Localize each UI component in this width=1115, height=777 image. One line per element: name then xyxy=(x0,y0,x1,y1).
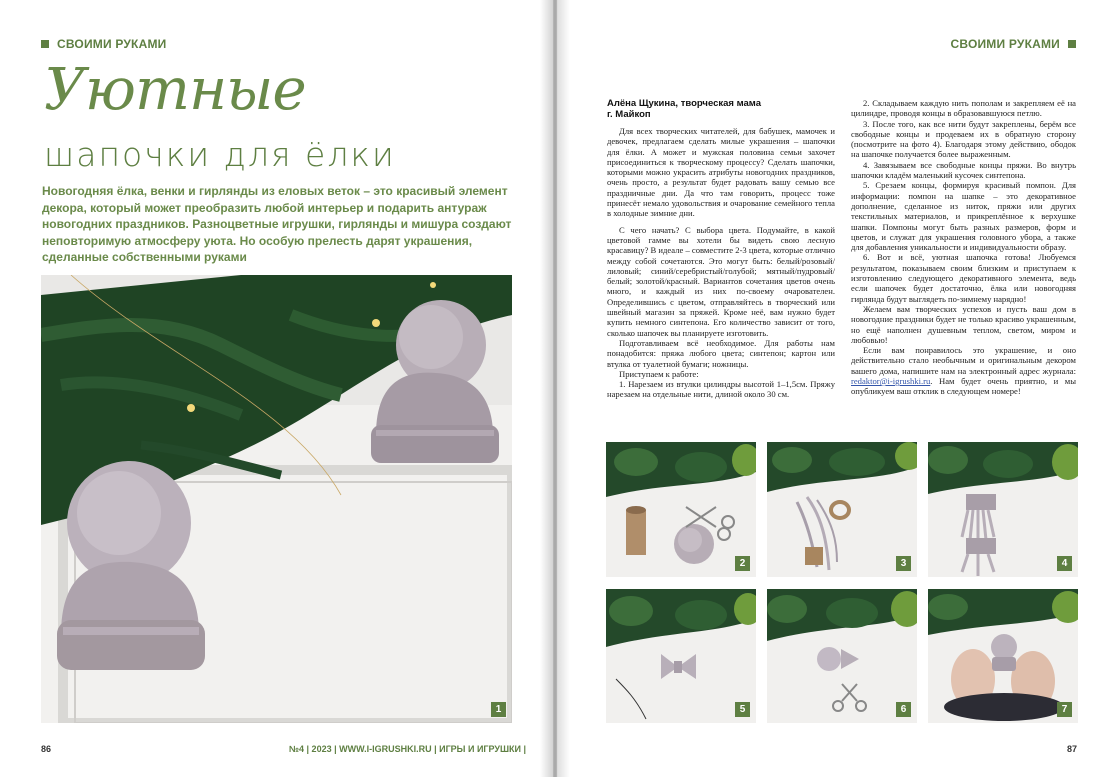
main-photo xyxy=(41,275,512,723)
paragraph: Для всех творческих читателей, для бабушек, мамочек и девочек, предлагаем сделать милые украшения – шапочки для ёлки. А может и мужская половина семьи захочет присоединиться к творческому процессу? Сделать шапочки, которыми можно украсить атрибуты новогодних праздников, очень просто, а результат будет радовать вашу семью все праздничные дни. Да что там говорить, процесс тоже принесёт немало удовольствия и очарование семейного тепла в холодные зимние дни. xyxy=(607,126,835,219)
section-label: СВОИМИ РУКАМИ xyxy=(57,37,167,51)
step-photo-3 xyxy=(767,442,917,577)
photo-number-badge: 7 xyxy=(1057,702,1072,717)
photo-number-badge: 3 xyxy=(896,556,911,571)
step-3-image xyxy=(767,442,917,577)
step-photo-2 xyxy=(606,442,756,577)
page-number-left: 86 xyxy=(41,744,52,754)
paragraph: Подготавливаем всё необходимое. Для работы нам понадобится: пряжа любого цвета; синтепон; картон или втулка от туалетной бумаги; ножницы. xyxy=(607,337,835,369)
author-credit xyxy=(607,98,835,120)
paragraph: 4. Завязываем все свободные концы пряжи. Во внутрь шапочки кладём маленький кусочек синтепона. xyxy=(851,159,1076,181)
text-column-2 xyxy=(851,98,1076,397)
paragraph: 2. Складываем каждую нить пополам и закрепляем её на цилиндре, проводя концы в образовавшуюся петлю. xyxy=(851,98,1076,119)
author-name: Алёна Щукина, творческая мама xyxy=(607,98,761,109)
photo-number-badge: 4 xyxy=(1057,556,1072,571)
step-photo-6 xyxy=(767,589,917,723)
step-5-image xyxy=(606,589,756,723)
lead-paragraph: Новогодняя ёлка, венки и гирлянды из еловых веток – это красивый элемент декора, который может преобразить любой интерьер и подарить антураж новогодних праздников. Разноцветные игрушки, гирлянды и мишура создают неповторимую атмосферу уюта. Но особую прелесть дарят украшения, сделанные собственными руками xyxy=(42,184,512,264)
footer-magazine-info: №4 | 2023 | WWW.I-IGRUSHKI.RU | ИГРЫ И ИГРУШКИ | xyxy=(289,744,527,754)
paragraph: С чего начать? С выбора цвета. Подумайте, в какой цветовой гамме вы хотели бы видеть свою лесную красавицу? В идеале – совместите 2-3 цвета, которые отлично между собой сочетаются. Это могут быть: белый/розовый/лиловый; синий/серебристый/голубой; мятный/пудровый/белый; золотой/красный. Вариантов сочетания цветов очень много, и каждый из них по-своему очарователен. Определившись с цветом, отправляйтесь в творческий или швейный магазин за пряжей. Кроме неё, вам нужно будет купить немного синтепона. Его количество зависит от того, сколько шапочек вы планируете изготовить. xyxy=(607,224,835,338)
title-script: Уютные xyxy=(44,55,306,123)
paragraph: 3. После того, как все нити будут закреплены, берём все свободные концы и продеваем их в обратную сторону (посмотрите на фото 4). Благодаря этому действию, ободок на шапочке получается более выраженным. xyxy=(851,118,1076,160)
left-page xyxy=(0,0,553,777)
paragraph: 5. Срезаем концы, формируя красивый помпон. Для информации: помпон на шапке – это декоративное дополнение, сделанное из ниток, пряжи или других текстильных материалов, и прикреплённое к верхушке шапки. Помпоны могут быть разных размеров, форм и цветов, и служат для украшения головного убора, а также для добавления уникальности и индивидуальности образу. xyxy=(851,180,1076,253)
contact-text: Если вам понравилось это украшение, и оно действительно стало необычным и оригинальным декором вашего дома, напишите нам на электронный адрес журнала: xyxy=(851,345,1076,376)
step-2-image xyxy=(606,442,756,577)
email-link[interactable]: redaktor@i-igrushki.ru xyxy=(851,376,931,387)
photo-number-badge: 2 xyxy=(735,556,750,571)
paragraph-contact xyxy=(851,345,1076,396)
section-label: СВОИМИ РУКАМИ xyxy=(950,37,1060,51)
photo-number-badge: 6 xyxy=(896,702,911,717)
paragraph: Желаем вам творческих успехов и пусть ваш дом в новогодние праздники будет не только красиво украшенным, но ещё наполнен душевным теплом, светом, миром и любовью! xyxy=(851,303,1076,345)
photo-number-badge: 1 xyxy=(491,702,506,717)
section-marker-icon xyxy=(1068,40,1076,48)
author-city: г. Майкоп xyxy=(607,109,651,120)
step-photo-5 xyxy=(606,589,756,723)
title-subtitle: шапочки для ёлки xyxy=(44,135,396,174)
hats-on-pine-image xyxy=(41,275,512,723)
paragraph: Приступаем к работе: xyxy=(619,368,699,379)
paragraph: 1. Нарезаем из втулки цилиндры высотой 1–1,5см. Пряжу нарезаем на отдельные нити, длиной около 30 см. xyxy=(607,379,835,400)
text-column-1 xyxy=(607,98,835,400)
photo-number-badge: 5 xyxy=(735,702,750,717)
step-7-image xyxy=(928,589,1078,723)
step-photo-7 xyxy=(928,589,1078,723)
right-page xyxy=(557,0,1115,777)
paragraph: 6. Вот и всё, уютная шапочка готова! Любуемся результатом, показываем своим близким и приступаем к изготовлению следующего декоративного элемента, ведь если шапочек будет достаточно, ёлка или новогодняя гирлянда будут выглядеть по-зимнему нарядно! xyxy=(851,252,1076,304)
page-number-right: 87 xyxy=(1066,744,1077,754)
step-4-image xyxy=(928,442,1078,577)
step-photo-4 xyxy=(928,442,1078,577)
section-marker-icon xyxy=(41,40,49,48)
contact-text-end: . Нам будет очень приятно, и мы опубликуем ваш отклик в следующем номере! xyxy=(851,376,1076,397)
step-6-image xyxy=(767,589,917,723)
section-header-right xyxy=(951,37,1076,51)
section-header-left xyxy=(41,37,166,51)
